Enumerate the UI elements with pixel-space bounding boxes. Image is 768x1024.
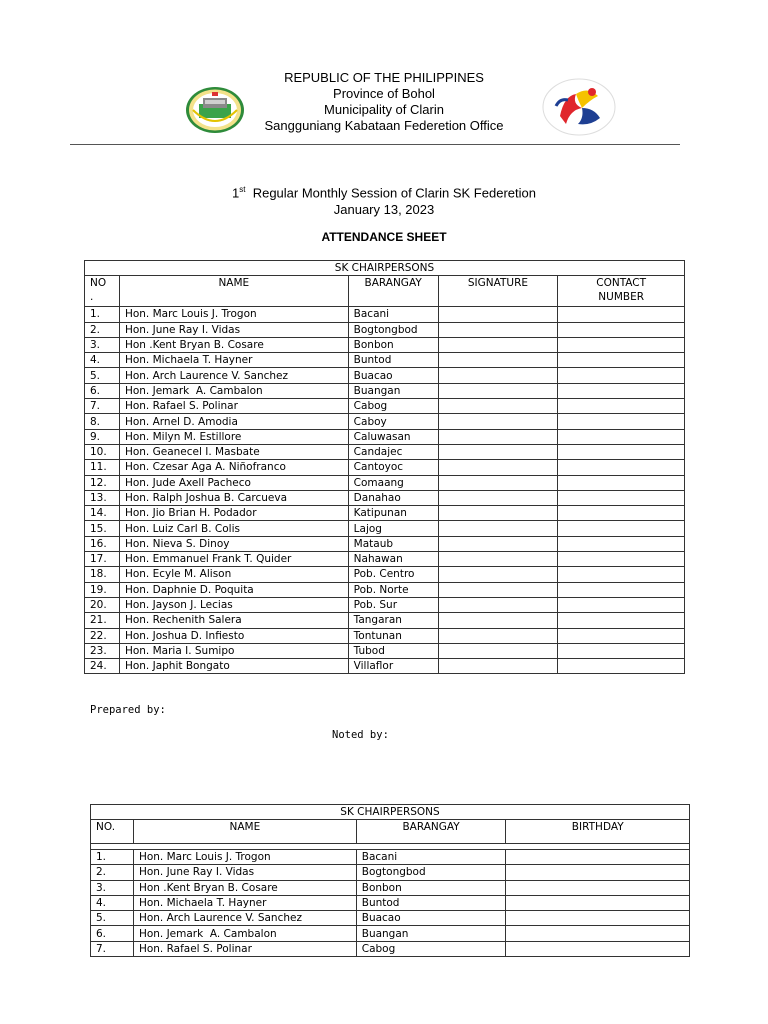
attendance-cell-no: 5. bbox=[85, 368, 120, 383]
attendance-cell-no: 6. bbox=[85, 383, 120, 398]
bday-header-birthday: BIRTHDAY bbox=[506, 820, 690, 844]
attendance-cell-barangay: Mataub bbox=[348, 536, 438, 551]
attendance-cell-contact[interactable] bbox=[558, 536, 685, 551]
birthday-cell-name: Hon. Arch Laurence V. Sanchez bbox=[133, 911, 356, 926]
attendance-cell-no: 2. bbox=[85, 322, 120, 337]
attendance-cell-signature[interactable] bbox=[438, 322, 558, 337]
birthday-row bbox=[91, 865, 690, 880]
attendance-cell-no: 18. bbox=[85, 567, 120, 582]
attendance-row bbox=[85, 643, 685, 658]
attendance-row bbox=[85, 383, 685, 398]
prepared-by-label: Prepared by: bbox=[90, 704, 166, 716]
attendance-cell-signature[interactable] bbox=[438, 368, 558, 383]
birthday-cell-birthday[interactable] bbox=[506, 911, 690, 926]
birthday-row bbox=[91, 880, 690, 895]
attendance-cell-barangay: Danahao bbox=[348, 490, 438, 505]
attendance-row bbox=[85, 567, 685, 582]
birthday-cell-birthday[interactable] bbox=[506, 926, 690, 941]
attendance-cell-no: 1. bbox=[85, 307, 120, 322]
attendance-cell-signature[interactable] bbox=[438, 597, 558, 612]
attendance-cell-signature[interactable] bbox=[438, 475, 558, 490]
attendance-cell-name: Hon. June Ray I. Vidas bbox=[119, 322, 348, 337]
attendance-cell-barangay: Tubod bbox=[348, 643, 438, 658]
attendance-cell-no: 4. bbox=[85, 353, 120, 368]
attendance-cell-signature[interactable] bbox=[438, 490, 558, 505]
birthday-cell-name: Hon. Jemark A. Cambalon bbox=[133, 926, 356, 941]
attendance-cell-name: Hon. Geanecel I. Masbate bbox=[119, 444, 348, 459]
attendance-row bbox=[85, 628, 685, 643]
attendance-cell-barangay: Buangan bbox=[348, 383, 438, 398]
attendance-row bbox=[85, 368, 685, 383]
attendance-title: ATTENDANCE SHEET bbox=[321, 230, 447, 244]
attendance-row bbox=[85, 460, 685, 475]
attendance-cell-name: Hon. Rafael S. Polinar bbox=[119, 399, 348, 414]
attendance-cell-signature[interactable] bbox=[438, 567, 558, 582]
attendance-row bbox=[85, 322, 685, 337]
attendance-cell-name: Hon. Nieva S. Dinoy bbox=[119, 536, 348, 551]
birthday-cell-birthday[interactable] bbox=[506, 850, 690, 865]
attendance-row bbox=[85, 613, 685, 628]
attendance-cell-contact[interactable] bbox=[558, 383, 685, 398]
attendance-cell-name: Hon. Jio Brian H. Podador bbox=[119, 506, 348, 521]
attendance-row bbox=[85, 429, 685, 444]
birthday-table bbox=[90, 804, 690, 957]
attendance-row bbox=[85, 659, 685, 674]
attendance-cell-barangay: Buntod bbox=[348, 353, 438, 368]
attendance-cell-barangay: Candajec bbox=[348, 444, 438, 459]
attendance-cell-name: Hon. Arch Laurence V. Sanchez bbox=[119, 368, 348, 383]
attendance-cell-contact[interactable] bbox=[558, 353, 685, 368]
attendance-cell-name: Hon. Rechenith Salera bbox=[119, 613, 348, 628]
session-date: January 13, 2023 bbox=[333, 202, 435, 218]
header-name: NAME bbox=[119, 276, 348, 307]
attendance-row bbox=[85, 521, 685, 536]
attendance-cell-contact[interactable] bbox=[558, 322, 685, 337]
attendance-cell-name: Hon. Jude Axell Pacheco bbox=[119, 475, 348, 490]
attendance-row bbox=[85, 475, 685, 490]
attendance-row bbox=[85, 444, 685, 459]
attendance-cell-signature[interactable] bbox=[438, 643, 558, 658]
attendance-cell-signature[interactable] bbox=[438, 383, 558, 398]
attendance-cell-signature[interactable] bbox=[438, 659, 558, 674]
attendance-cell-barangay: Bacani bbox=[348, 307, 438, 322]
attendance-cell-no: 12. bbox=[85, 475, 120, 490]
attendance-row bbox=[85, 506, 685, 521]
session-title-text: Regular Monthly Session of Clarin SK Federetion bbox=[245, 185, 536, 201]
attendance-cell-barangay: Pob. Centro bbox=[348, 567, 438, 582]
birthday-cell-no: 5. bbox=[91, 911, 134, 926]
session-title bbox=[0, 181, 768, 201]
attendance-cell-contact[interactable] bbox=[558, 613, 685, 628]
attendance-row bbox=[85, 490, 685, 505]
birthday-rows bbox=[91, 850, 690, 957]
attendance-cell-no: 15. bbox=[85, 521, 120, 536]
header-divider bbox=[70, 144, 680, 145]
attendance-cell-barangay: Tangaran bbox=[348, 613, 438, 628]
attendance-cell-signature[interactable] bbox=[438, 399, 558, 414]
attendance-cell-no: 24. bbox=[85, 659, 120, 674]
birthday-cell-name: Hon. June Ray I. Vidas bbox=[133, 865, 356, 880]
attendance-row bbox=[85, 353, 685, 368]
birthday-cell-name: Hon. Michaela T. Hayner bbox=[133, 895, 356, 910]
birthday-cell-birthday[interactable] bbox=[506, 895, 690, 910]
attendance-cell-contact[interactable] bbox=[558, 475, 685, 490]
birthday-cell-name: Hon. Rafael S. Polinar bbox=[133, 941, 356, 956]
attendance-cell-no: 13. bbox=[85, 490, 120, 505]
header-office: Sangguniang Kabataan Federetion Office bbox=[264, 118, 504, 133]
birthday-cell-birthday[interactable] bbox=[506, 865, 690, 880]
attendance-cell-barangay: Comaang bbox=[348, 475, 438, 490]
attendance-cell-contact[interactable] bbox=[558, 597, 685, 612]
attendance-cell-contact[interactable] bbox=[558, 659, 685, 674]
attendance-cell-no: 21. bbox=[85, 613, 120, 628]
attendance-cell-name: Hon. Arnel D. Amodia bbox=[119, 414, 348, 429]
attendance-cell-contact[interactable] bbox=[558, 460, 685, 475]
attendance-row bbox=[85, 597, 685, 612]
attendance-cell-name: Hon .Kent Bryan B. Cosare bbox=[119, 337, 348, 352]
attendance-cell-barangay: Pob. Sur bbox=[348, 597, 438, 612]
attendance-cell-signature[interactable] bbox=[438, 353, 558, 368]
attendance-cell-barangay: Nahawan bbox=[348, 552, 438, 567]
birthday-cell-name: Hon. Marc Louis J. Trogon bbox=[133, 850, 356, 865]
noted-by-label: Noted by: bbox=[332, 729, 389, 741]
attendance-cell-no: 10. bbox=[85, 444, 120, 459]
birthday-row bbox=[91, 850, 690, 865]
birthday-row bbox=[91, 895, 690, 910]
birthday-cell-birthday[interactable] bbox=[506, 880, 690, 895]
attendance-cell-signature[interactable] bbox=[438, 521, 558, 536]
attendance-cell-name: Hon. Marc Louis J. Trogon bbox=[119, 307, 348, 322]
birthday-caption: SK CHAIRPERSONS bbox=[91, 805, 690, 820]
attendance-cell-contact[interactable] bbox=[558, 552, 685, 567]
birthday-cell-no: 7. bbox=[91, 941, 134, 956]
attendance-cell-signature[interactable] bbox=[438, 552, 558, 567]
attendance-cell-signature[interactable] bbox=[438, 460, 558, 475]
attendance-cell-contact[interactable] bbox=[558, 628, 685, 643]
attendance-cell-no: 19. bbox=[85, 582, 120, 597]
attendance-cell-name: Hon. Luiz Carl B. Colis bbox=[119, 521, 348, 536]
session-info bbox=[0, 181, 768, 218]
attendance-cell-no: 14. bbox=[85, 506, 120, 521]
attendance-cell-no: 16. bbox=[85, 536, 120, 551]
attendance-cell-barangay: Cantoyoc bbox=[348, 460, 438, 475]
attendance-row bbox=[85, 552, 685, 567]
attendance-cell-no: 9. bbox=[85, 429, 120, 444]
attendance-cell-name: Hon. Japhit Bongato bbox=[119, 659, 348, 674]
attendance-cell-contact[interactable] bbox=[558, 307, 685, 322]
attendance-cell-name: Hon. Maria I. Sumipo bbox=[119, 643, 348, 658]
attendance-cell-name: Hon. Czesar Aga A. Niñofranco bbox=[119, 460, 348, 475]
attendance-cell-contact[interactable] bbox=[558, 567, 685, 582]
attendance-cell-no: 11. bbox=[85, 460, 120, 475]
attendance-cell-contact[interactable] bbox=[558, 490, 685, 505]
attendance-cell-signature[interactable] bbox=[438, 582, 558, 597]
attendance-cell-barangay: Villaflor bbox=[348, 659, 438, 674]
bday-header-name: NAME bbox=[133, 820, 356, 844]
birthday-row bbox=[91, 911, 690, 926]
attendance-cell-contact[interactable] bbox=[558, 582, 685, 597]
bday-header-barangay: BARANGAY bbox=[356, 820, 506, 844]
attendance-cell-name: Hon. Michaela T. Hayner bbox=[119, 353, 348, 368]
session-ordinal-suffix: st bbox=[239, 185, 246, 194]
attendance-cell-signature[interactable] bbox=[438, 307, 558, 322]
attendance-cell-contact[interactable] bbox=[558, 368, 685, 383]
attendance-cell-name: Hon. Joshua D. Infiesto bbox=[119, 628, 348, 643]
attendance-cell-contact[interactable] bbox=[558, 399, 685, 414]
attendance-cell-signature[interactable] bbox=[438, 506, 558, 521]
attendance-cell-barangay: Lajog bbox=[348, 521, 438, 536]
attendance-cell-barangay: Tontunan bbox=[348, 628, 438, 643]
birthday-cell-no: 6. bbox=[91, 926, 134, 941]
attendance-cell-contact[interactable] bbox=[558, 414, 685, 429]
attendance-cell-no: 8. bbox=[85, 414, 120, 429]
attendance-caption: SK CHAIRPERSONS bbox=[85, 261, 685, 276]
attendance-cell-contact[interactable] bbox=[558, 337, 685, 352]
attendance-cell-signature[interactable] bbox=[438, 536, 558, 551]
birthday-cell-barangay: Buangan bbox=[356, 926, 506, 941]
attendance-cell-name: Hon. Ralph Joshua B. Carcueva bbox=[119, 490, 348, 505]
attendance-row bbox=[85, 414, 685, 429]
attendance-cell-name: Hon. Jemark A. Cambalon bbox=[119, 383, 348, 398]
birthday-cell-no: 2. bbox=[91, 865, 134, 880]
birthday-cell-no: 3. bbox=[91, 880, 134, 895]
birthday-cell-barangay: Bacani bbox=[356, 850, 506, 865]
attendance-cell-no: 3. bbox=[85, 337, 120, 352]
attendance-table bbox=[84, 260, 685, 674]
attendance-cell-name: Hon. Jayson J. Lecias bbox=[119, 597, 348, 612]
attendance-cell-barangay: Cabog bbox=[348, 399, 438, 414]
birthday-cell-birthday[interactable] bbox=[506, 941, 690, 956]
attendance-cell-name: Hon. Emmanuel Frank T. Quider bbox=[119, 552, 348, 567]
birthday-cell-barangay: Bonbon bbox=[356, 880, 506, 895]
attendance-cell-signature[interactable] bbox=[438, 337, 558, 352]
bday-header-no: NO. bbox=[91, 820, 134, 844]
attendance-cell-no: 20. bbox=[85, 597, 120, 612]
birthday-cell-barangay: Cabog bbox=[356, 941, 506, 956]
birthday-cell-no: 4. bbox=[91, 895, 134, 910]
attendance-cell-contact[interactable] bbox=[558, 643, 685, 658]
attendance-cell-barangay: Caluwasan bbox=[348, 429, 438, 444]
document-header bbox=[0, 70, 768, 134]
header-province: Province of Bohol bbox=[333, 86, 435, 101]
attendance-cell-signature[interactable] bbox=[438, 414, 558, 429]
attendance-cell-signature[interactable] bbox=[438, 444, 558, 459]
attendance-cell-barangay: Buacao bbox=[348, 368, 438, 383]
header-barangay: BARANGAY bbox=[348, 276, 438, 307]
attendance-cell-name: Hon. Ecyle M. Alison bbox=[119, 567, 348, 582]
attendance-cell-contact[interactable] bbox=[558, 429, 685, 444]
header-municipality: Municipality of Clarin bbox=[324, 102, 444, 117]
attendance-cell-no: 23. bbox=[85, 643, 120, 658]
header-contact: CONTACT NUMBER bbox=[558, 276, 685, 307]
attendance-cell-barangay: Pob. Norte bbox=[348, 582, 438, 597]
birthday-cell-no: 1. bbox=[91, 850, 134, 865]
attendance-cell-signature[interactable] bbox=[438, 429, 558, 444]
header-republic: REPUBLIC OF THE PHILIPPINES bbox=[284, 70, 484, 85]
attendance-cell-barangay: Bogtongbod bbox=[348, 322, 438, 337]
attendance-cell-name: Hon. Daphnie D. Poquita bbox=[119, 582, 348, 597]
birthday-cell-barangay: Buntod bbox=[356, 895, 506, 910]
attendance-cell-barangay: Caboy bbox=[348, 414, 438, 429]
attendance-cell-contact[interactable] bbox=[558, 521, 685, 536]
attendance-row bbox=[85, 307, 685, 322]
attendance-rows bbox=[85, 307, 685, 674]
birthday-cell-name: Hon .Kent Bryan B. Cosare bbox=[133, 880, 356, 895]
attendance-cell-signature[interactable] bbox=[438, 628, 558, 643]
attendance-row bbox=[85, 399, 685, 414]
attendance-row bbox=[85, 536, 685, 551]
attendance-cell-barangay: Bonbon bbox=[348, 337, 438, 352]
attendance-cell-barangay: Katipunan bbox=[348, 506, 438, 521]
attendance-cell-no: 17. bbox=[85, 552, 120, 567]
birthday-row bbox=[91, 926, 690, 941]
attendance-cell-contact[interactable] bbox=[558, 444, 685, 459]
header-no: NO . bbox=[85, 276, 120, 307]
attendance-cell-no: 22. bbox=[85, 628, 120, 643]
attendance-cell-contact[interactable] bbox=[558, 506, 685, 521]
attendance-row bbox=[85, 337, 685, 352]
attendance-cell-name: Hon. Milyn M. Estillore bbox=[119, 429, 348, 444]
attendance-row bbox=[85, 582, 685, 597]
attendance-cell-no: 7. bbox=[85, 399, 120, 414]
birthday-cell-barangay: Buacao bbox=[356, 911, 506, 926]
birthday-row bbox=[91, 941, 690, 956]
birthday-cell-barangay: Bogtongbod bbox=[356, 865, 506, 880]
header-signature: SIGNATURE bbox=[438, 276, 558, 307]
session-ordinal: 1 bbox=[232, 185, 240, 201]
attendance-cell-signature[interactable] bbox=[438, 613, 558, 628]
